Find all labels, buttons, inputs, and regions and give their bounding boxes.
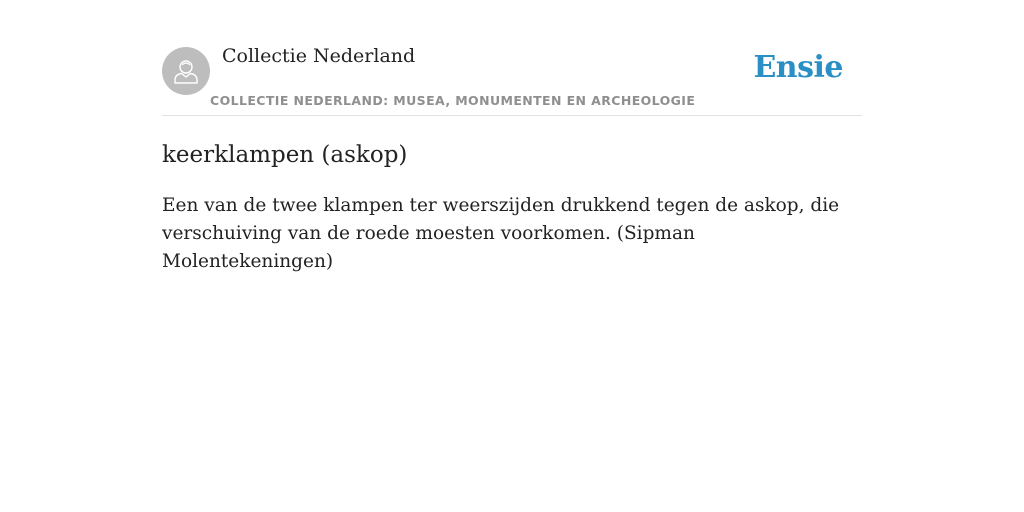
brand-logo[interactable]: Ensie [753,50,843,85]
author-name[interactable]: Collectie Nederland [222,45,416,67]
entry-card [162,0,862,276]
entry-definition: Een van de twee klampen ter weerszijden drukkend tegen de askop, die verschuiving van de roede moesten voorkomen. (Sipman Molentekeningen) [162,195,840,272]
collection-name[interactable]: COLLECTIE NEDERLAND: MUSEA, MONUMENTEN EN ARCHEOLOGIE [210,93,696,108]
user-silhouette-icon [171,56,201,86]
avatar[interactable] [162,47,210,95]
entry-title: keerklampen (askop) [162,142,408,168]
entry-header [162,0,862,116]
